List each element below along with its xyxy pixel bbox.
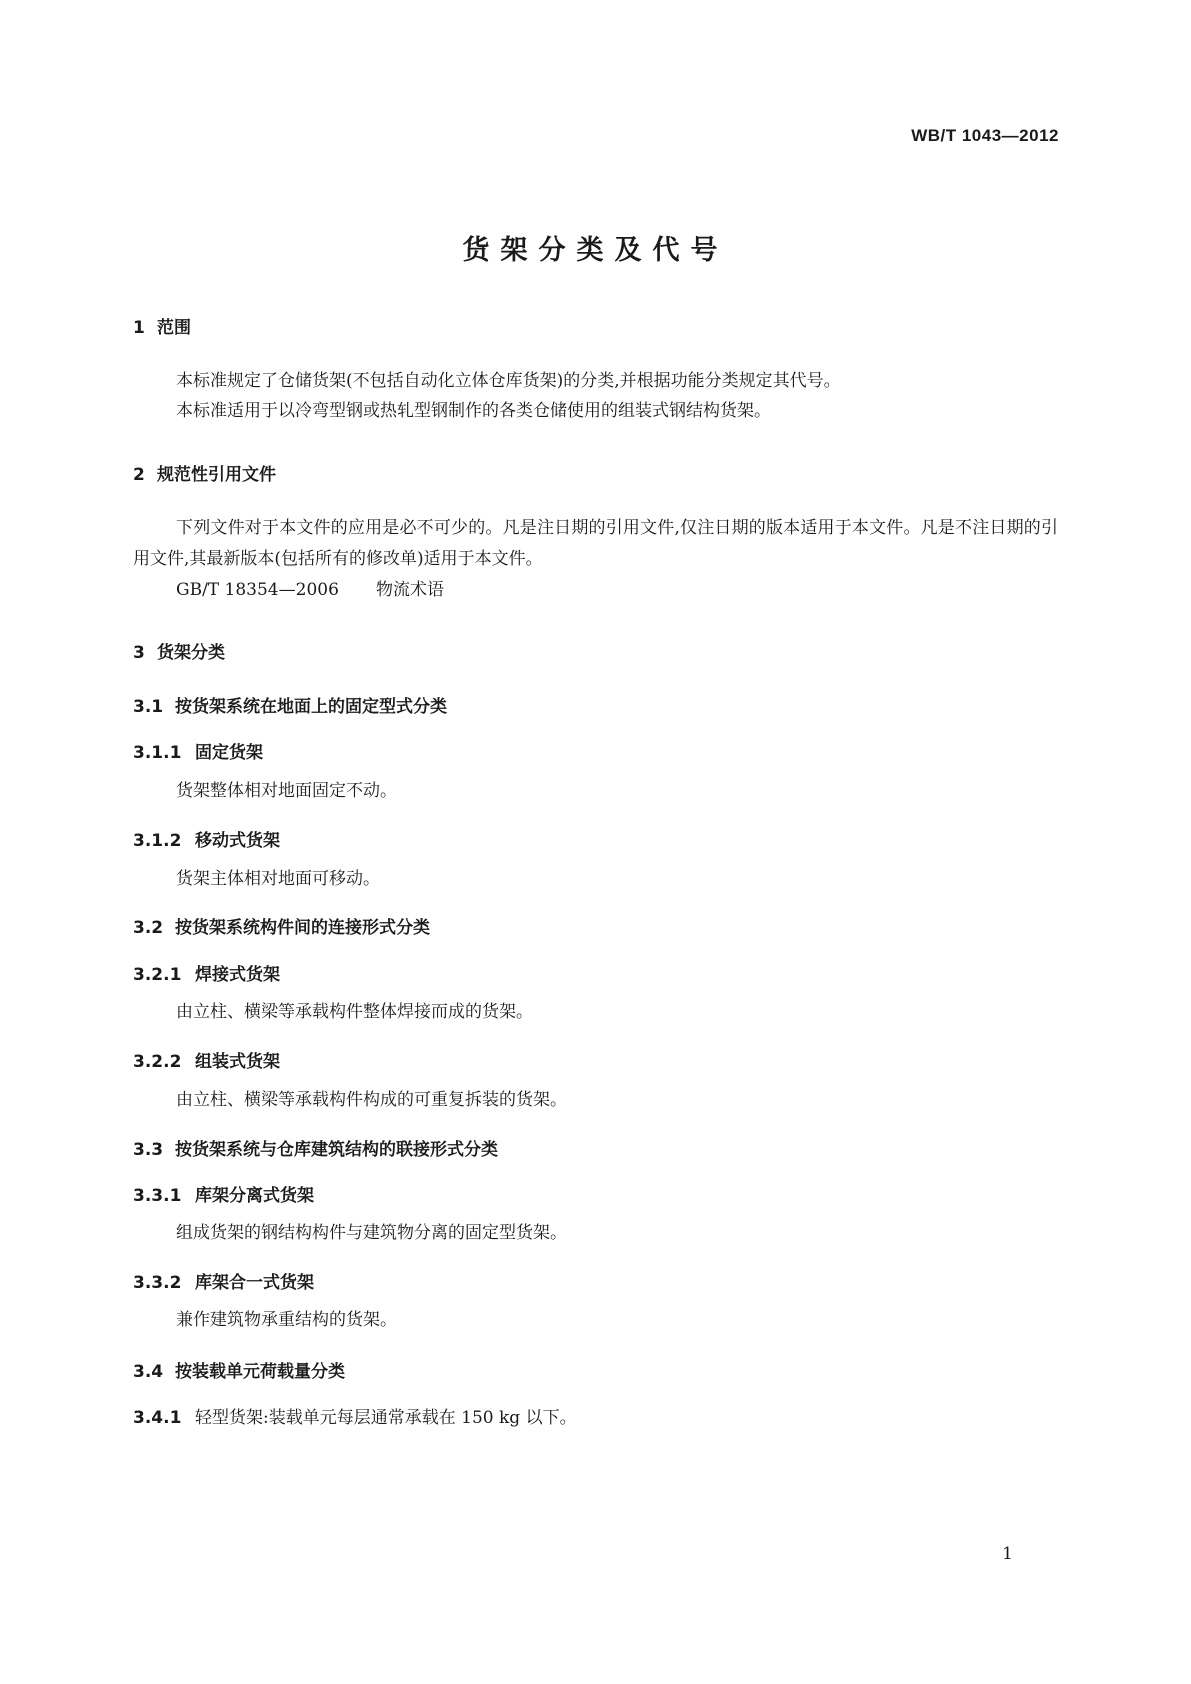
section-3-4-heading: [133, 1357, 345, 1382]
section-number: 3.1: [133, 697, 164, 717]
paragraph: 下列文件对于本文件的应用是必不可少的。凡是注日期的引用文件,仅注日期的版本适用于本文件。凡是不注日期的引用文件,其最新版本(包括所有的修改单)适用于本文件。: [133, 518, 1058, 569]
section-number: 3.4: [133, 1362, 164, 1382]
paragraph: 由立柱、横梁等承载构件构成的可重复拆装的货架。: [176, 1090, 567, 1110]
section-title: 按货架系统构件间的连接形式分类: [175, 918, 430, 938]
paragraph: 兼作建筑物承重结构的货架。: [176, 1310, 397, 1330]
section-number: 3.3.1: [133, 1186, 182, 1206]
section-number: 1: [133, 318, 145, 338]
section-title: 按货架系统与仓库建筑结构的联接形式分类: [175, 1140, 498, 1160]
section-3-1-2-heading: [133, 826, 280, 851]
section-3-2-1-heading: [133, 960, 280, 985]
section-title: 库架合一式货架: [195, 1273, 314, 1293]
section-3-3-2-heading: [133, 1268, 314, 1293]
section-number: 3.2.2: [133, 1052, 182, 1072]
section-number: 3.3.2: [133, 1273, 182, 1293]
paragraph: 组成货架的钢结构构件与建筑物分离的固定型货架。: [176, 1223, 567, 1243]
section-title: 库架分离式货架: [195, 1186, 314, 1206]
section-3-3-heading: [133, 1135, 498, 1160]
section-number: 3.2: [133, 918, 164, 938]
section-number: 3.1.1: [133, 743, 182, 763]
section-title: 范围: [157, 318, 191, 338]
paragraph: 货架主体相对地面可移动。: [176, 869, 380, 889]
section-number: 3.1.2: [133, 831, 182, 851]
section-title: 货架分类: [157, 643, 225, 663]
section-3-4-1-item: [133, 1403, 577, 1428]
document-title: 货架分类及代号: [462, 235, 729, 266]
section-title: 规范性引用文件: [157, 465, 276, 485]
section-title: 按装载单元荷载量分类: [175, 1362, 345, 1382]
section-3-3-1-heading: [133, 1181, 314, 1206]
section-title: 焊接式货架: [195, 965, 280, 985]
section-number: 2: [133, 465, 145, 485]
section-3-heading: [133, 638, 225, 663]
section-2-heading: [133, 460, 276, 485]
section-title: 按货架系统在地面上的固定型式分类: [175, 697, 447, 717]
reference-entry: [176, 575, 444, 606]
section-number: 3.4.1: [133, 1408, 182, 1428]
paragraph: 本标准规定了仓储货架(不包括自动化立体仓库货架)的分类,并根据功能分类规定其代号。: [176, 371, 841, 391]
section-title: 固定货架: [195, 743, 263, 763]
section-number: 3: [133, 643, 145, 663]
section-title: 移动式货架: [195, 831, 280, 851]
section-3-2-2-heading: [133, 1047, 280, 1072]
standard-code: WB/T 1043—2012: [911, 126, 1059, 145]
section-number: 3.2.1: [133, 965, 182, 985]
reference-code: GB/T 18354—2006: [176, 580, 339, 600]
section-1-heading: [133, 313, 191, 338]
reference-title: 物流术语: [376, 580, 444, 600]
paragraph: 本标准适用于以冷弯型钢或热轧型钢制作的各类仓储使用的组装式钢结构货架。: [176, 401, 771, 421]
section-3-1-1-heading: [133, 738, 263, 763]
page-number: 1: [1002, 1544, 1013, 1564]
paragraph: 货架整体相对地面固定不动。: [176, 781, 397, 801]
paragraph: 由立柱、横梁等承载构件整体焊接而成的货架。: [176, 1002, 533, 1022]
section-3-1-heading: [133, 692, 447, 717]
section-number: 3.3: [133, 1140, 164, 1160]
item-text: 轻型货架:装载单元每层通常承载在 150 kg 以下。: [195, 1408, 577, 1428]
section-title: 组装式货架: [195, 1052, 280, 1072]
section-3-2-heading: [133, 913, 430, 938]
